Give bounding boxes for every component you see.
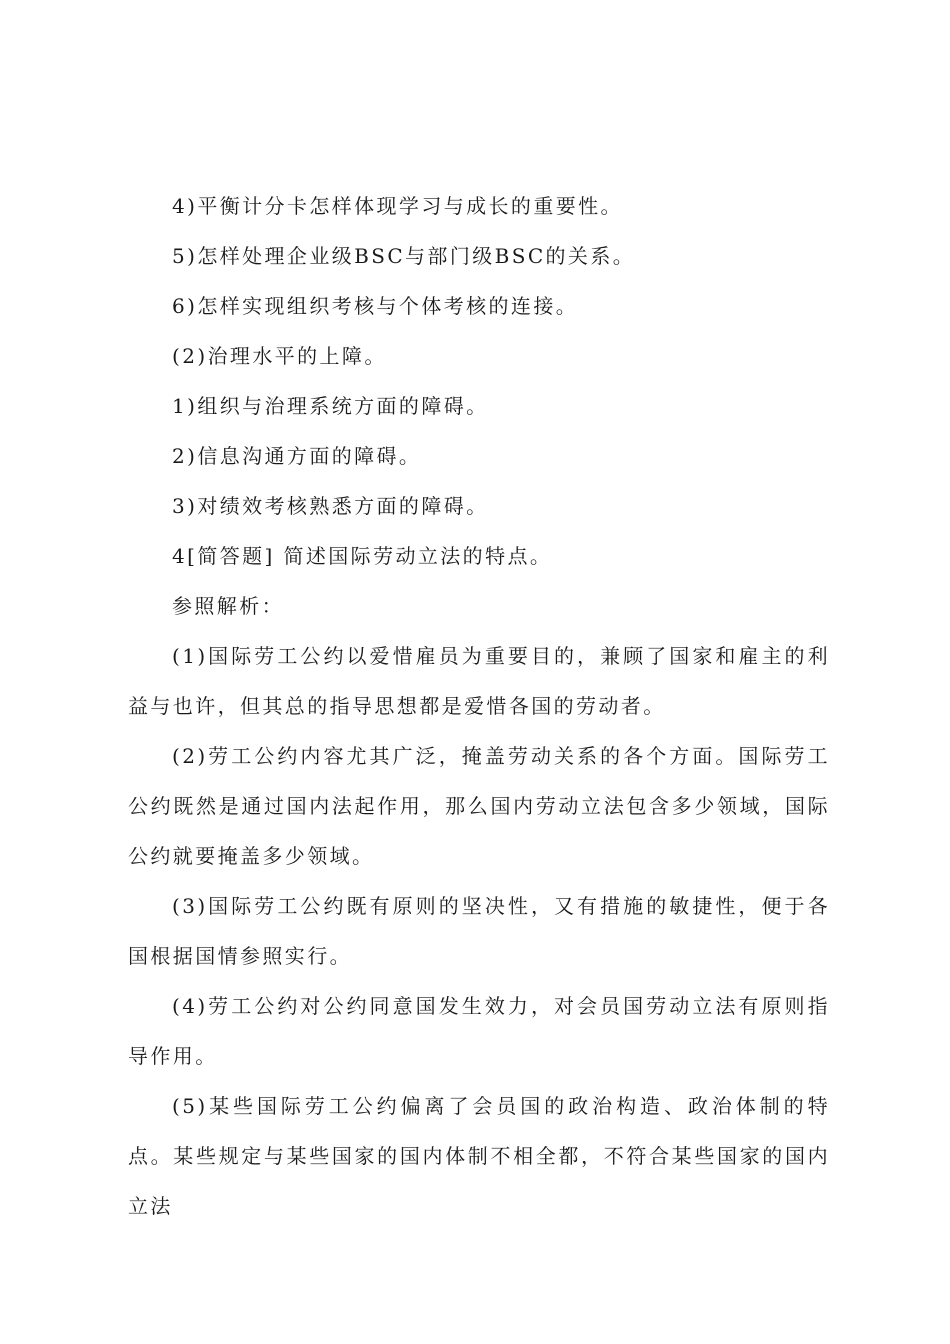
answer-paragraph-1: (1)国际劳工公约以爱惜雇员为重要目的，兼顾了国家和雇主的利益与也许，但其总的指导思想都是爱惜各国的劳动者。 — [128, 644, 830, 718]
section-heading-management-obstacles: (2)治理水平的上障。 — [172, 344, 387, 368]
question-heading: 4[简答题] 简述国际劳动立法的特点。 — [172, 544, 553, 568]
answer-paragraph-3: (3)国际劳工公约既有原则的坚决性，又有措施的敏捷性，便于各国根据国情参照实行。 — [128, 894, 830, 968]
document-body — [128, 181, 830, 1231]
list-item-organization-individual-assessment: 6)怎样实现组织考核与个体考核的连接。 — [172, 294, 579, 318]
list-item-communication-obstacles: 2)信息沟通方面的障碍。 — [172, 444, 422, 468]
list-item-bsc-learning-growth: 4)平衡计分卡怎样体现学习与成长的重要性。 — [172, 194, 623, 218]
list-item-organization-system-obstacles: 1)组织与治理系统方面的障碍。 — [172, 394, 489, 418]
list-item-bsc-enterprise-department: 5)怎样处理企业级BSC与部门级BSC的关系。 — [172, 244, 636, 268]
answer-label: 参照解析： — [172, 594, 284, 618]
answer-paragraph-5: (5)某些国际劳工公约偏离了会员国的政治构造、政治体制的特点。某些规定与某些国家的国内体制不相全都，不符合某些国家的国内立法 — [128, 1094, 830, 1218]
list-item-performance-familiarity-obstacles: 3)对绩效考核熟悉方面的障碍。 — [172, 494, 489, 518]
answer-paragraph-4: (4)劳工公约对公约同意国发生效力，对会员国劳动立法有原则指导作用。 — [128, 994, 830, 1068]
answer-paragraph-2: (2)劳工公约内容尤其广泛，掩盖劳动关系的各个方面。国际劳工公约既然是通过国内法起作用，那么国内劳动立法包含多少领域，国际公约就要掩盖多少领域。 — [128, 744, 830, 868]
